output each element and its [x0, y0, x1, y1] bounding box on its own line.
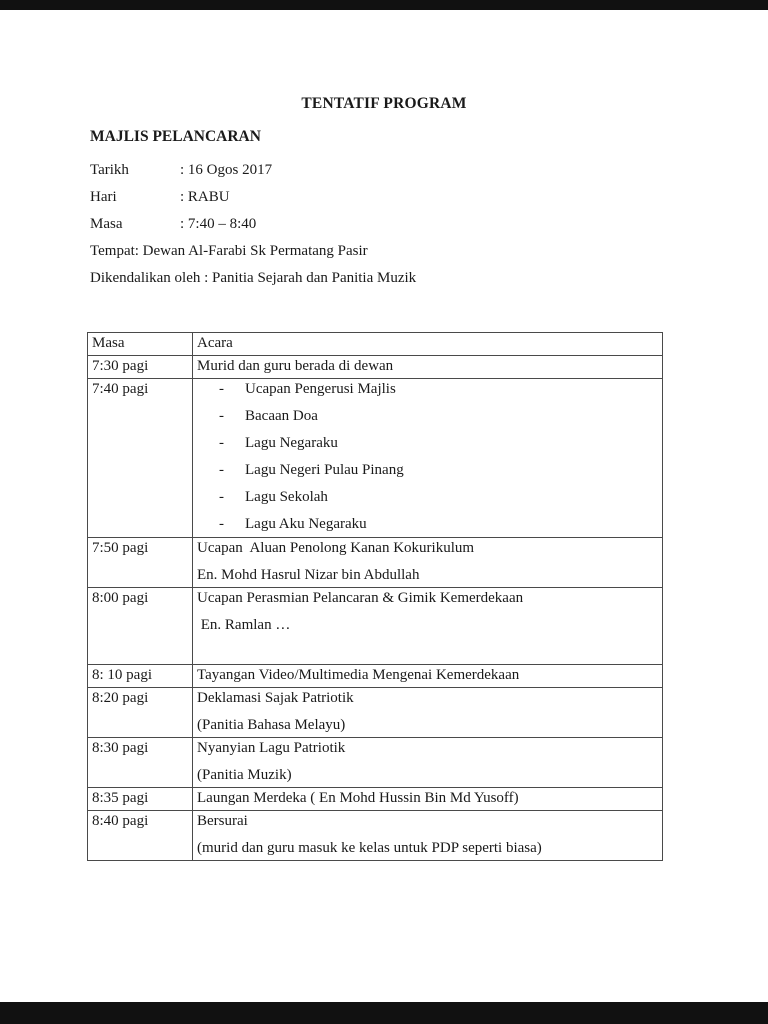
bullet-text: Lagu Aku Negaraku — [245, 516, 367, 532]
masa-cell: 8:40 pagi — [88, 811, 193, 861]
masa-cell: 8:35 pagi — [88, 788, 193, 811]
table-row — [88, 379, 663, 538]
acara-cell — [193, 688, 663, 738]
document-page — [0, 10, 768, 1002]
masa-cell: 8:00 pagi — [88, 588, 193, 665]
meta-value: : 7:40 – 8:40 — [180, 216, 257, 232]
bullet-text: Ucapan Pengerusi Majlis — [245, 381, 396, 397]
table-row — [88, 738, 663, 788]
bullet-text: Bacaan Doa — [245, 408, 318, 424]
bullet-item — [197, 488, 658, 507]
meta-label: Masa — [90, 216, 123, 232]
table-row — [88, 356, 663, 379]
bullet-text: Lagu Negaraku — [245, 435, 338, 451]
program-table — [87, 332, 663, 861]
acara-line: Ucapan Aluan Penolong Kanan Kokurikulum — [197, 540, 475, 556]
meta-line-dikendalikan: Dikendalikan oleh : Panitia Sejarah dan Panitia Muzik — [90, 270, 417, 286]
meta-label: Hari — [90, 189, 117, 205]
section-heading: MAJLIS PELANCARAN — [90, 128, 261, 145]
masa-cell: 8:30 pagi — [88, 738, 193, 788]
dash-bullet-icon: - — [219, 381, 224, 397]
header-masa: Masa — [88, 333, 193, 356]
acara-line: Murid dan guru berada di dewan — [197, 358, 394, 374]
dash-bullet-icon: - — [219, 516, 224, 532]
table-row — [88, 788, 663, 811]
table-row — [88, 538, 663, 588]
bullet-item — [197, 380, 658, 399]
header-acara: Acara — [193, 333, 663, 356]
acara-cell — [193, 665, 663, 688]
bullet-item — [197, 434, 658, 453]
dash-bullet-icon: - — [219, 408, 224, 424]
bullet-item — [197, 515, 658, 534]
acara-line: En. Mohd Hasrul Nizar bin Abdullah — [197, 567, 420, 583]
table-row — [88, 588, 663, 665]
meta-value: : RABU — [180, 189, 230, 205]
page-title: TENTATIF PROGRAM — [301, 95, 467, 112]
masa-cell: 7:30 pagi — [88, 356, 193, 379]
acara-cell — [193, 811, 663, 861]
meta-line-tarikh — [90, 161, 678, 180]
acara-line — [197, 643, 658, 662]
masa-cell: 8:20 pagi — [88, 688, 193, 738]
bullet-text: Lagu Negeri Pulau Pinang — [245, 462, 404, 478]
table-row — [88, 688, 663, 738]
table-header-row — [88, 333, 663, 356]
bullet-item — [197, 461, 658, 480]
table-row — [88, 811, 663, 861]
masa-cell: 7:40 pagi — [88, 379, 193, 538]
acara-line: Laungan Merdeka ( En Mohd Hussin Bin Md Yusoff) — [197, 790, 519, 806]
masa-cell: 8: 10 pagi — [88, 665, 193, 688]
acara-line: (murid dan guru masuk ke kelas untuk PDP seperti biasa) — [197, 840, 542, 856]
dash-bullet-icon: - — [219, 435, 224, 451]
masa-cell: 7:50 pagi — [88, 538, 193, 588]
bullet-item — [197, 407, 658, 426]
acara-line: Bersurai — [197, 813, 248, 829]
dash-bullet-icon: - — [219, 462, 224, 478]
acara-line: Nyanyian Lagu Patriotik — [197, 740, 346, 756]
acara-line: Deklamasi Sajak Patriotik — [197, 690, 354, 706]
dash-bullet-icon: - — [219, 489, 224, 505]
acara-cell — [193, 538, 663, 588]
acara-line: Ucapan Perasmian Pelancaran & Gimik Kemerdekaan — [197, 590, 524, 606]
acara-cell — [193, 356, 663, 379]
acara-line: En. Ramlan … — [197, 617, 291, 633]
acara-cell — [193, 588, 663, 665]
acara-cell — [193, 788, 663, 811]
meta-value: : 16 Ogos 2017 — [180, 162, 273, 178]
meta-label: Tarikh — [90, 162, 129, 178]
acara-line: Tayangan Video/Multimedia Mengenai Kemerdekaan — [197, 667, 520, 683]
meta-line-tempat: Tempat: Dewan Al-Farabi Sk Permatang Pasir — [90, 243, 368, 259]
acara-line: (Panitia Bahasa Melayu) — [197, 717, 346, 733]
meta-block — [90, 161, 678, 288]
acara-line: (Panitia Muzik) — [197, 767, 292, 783]
acara-cell — [193, 379, 663, 538]
bullet-text: Lagu Sekolah — [245, 489, 328, 505]
acara-cell — [193, 738, 663, 788]
meta-line-masa — [90, 215, 678, 234]
meta-line-hari — [90, 188, 678, 207]
table-row — [88, 665, 663, 688]
